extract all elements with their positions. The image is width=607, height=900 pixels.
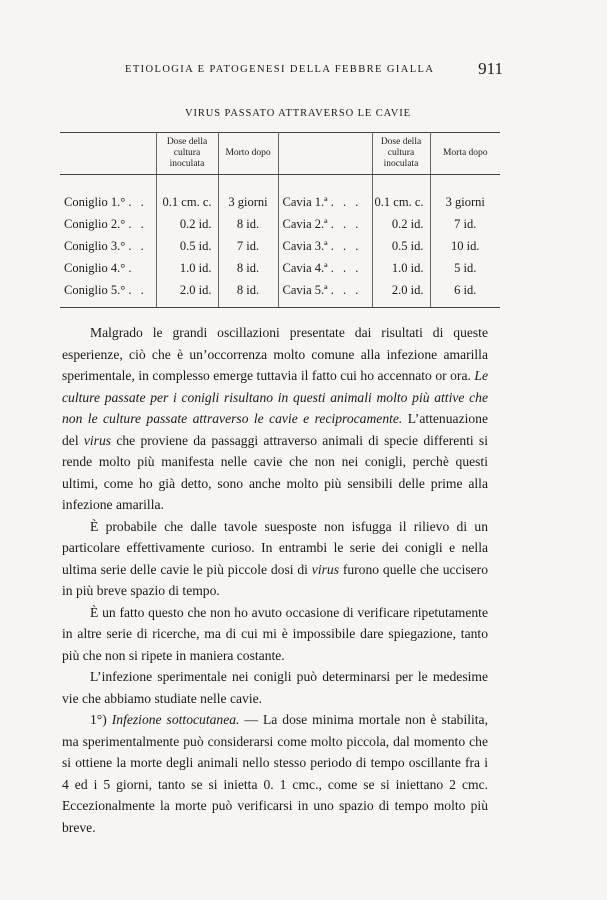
leader-dots: . . — [128, 238, 147, 253]
text-run: — La dose minima mortale non è stabilita, ma sperimentalmente può considerarsi come molto piccola, dal momento che si ottiene la morte degli animali nello stesso periodo di tempo oscillante fra i 4 ed i 5 giorni, tanto se si inietta 0. 1 cmc., come se si iniettano 2 cmc. Eccezionalmente la morte può verificarsi in uno spazio di tempo molto più breve. — [62, 712, 488, 835]
text-run: che proviene da passaggi attraverso animali di specie differenti si rende molto più manifesta nelle cavie che non nei conigli, perchè questi ultimi, come ho già detto, sono anche molto più sensibili delle prime alla infezione amarilla. — [62, 432, 488, 512]
leader-dots: . . — [128, 216, 147, 231]
leader-dots: . . — [128, 194, 147, 209]
running-title: ETIOLOGIA E PATOGENESI DELLA FEBBRE GIALLA — [125, 64, 435, 75]
rabbit-label: Coniglio 1.° — [64, 194, 126, 209]
time-cell: 8 id. — [218, 213, 278, 235]
dose-cell: 2.0 id. — [156, 279, 218, 308]
text-run: Malgrado le grandi oscillazioni presentate dai risultati di queste esperienze, ciò che è un’occorrenza molto comune alla infezione amarilla sperimentale, in complesso emerge tuttavia il fatto cui ho accennato or ora. — [62, 325, 488, 383]
leader-dots: . . . — [330, 238, 362, 253]
section-title: Infezione sottocutanea. — [111, 712, 240, 727]
time-cell: 7 id. — [218, 235, 278, 257]
guinea-pig-label: Cavia 5.ª — [282, 282, 328, 297]
page-number: 911 — [478, 59, 503, 78]
text-run: È probabile che dalle tavole suesposte non isfugga il rilievo di un particolare effettivamente curioso. In entrambi le serie dei conigli e nella ultima serie delle cavie le più piccole dosi di — [62, 518, 488, 577]
animal-cell — [278, 235, 372, 257]
animal-cell — [60, 257, 156, 279]
section-number: 1°) — [90, 712, 112, 727]
body-text — [62, 322, 488, 838]
leader-dots: . — [128, 260, 135, 275]
guinea-pig-label: Cavia 3.ª — [282, 238, 328, 253]
text-run: furono quelle che uccisero in più breve spazio di tempo. — [62, 561, 488, 598]
table-row — [60, 175, 500, 214]
paragraph-4: L’infezione sperimentale nei conigli può determinarsi per le medesime vie che abbiamo studiate nelle cavie. — [62, 669, 488, 706]
paragraph-3: È un fatto questo che non ho avuto occasione di verificare ripetutamente in altre serie di ricerche, ma di cui mi è impossibile dare spiegazione, tanto più che non si ripete in maniera costante. — [62, 604, 488, 663]
rabbit-label: Coniglio 5.° — [64, 282, 126, 297]
dose-cell: 0.1 cm. c. — [156, 175, 218, 214]
dose-cell: 0.2 id. — [156, 213, 218, 235]
dose-cell: 0.2 id. — [372, 213, 430, 235]
leader-dots: . . — [128, 282, 147, 297]
animal-cell — [278, 257, 372, 279]
results-table — [60, 132, 500, 308]
animal-cell — [60, 279, 156, 308]
paragraph-2 — [62, 516, 488, 602]
leader-dots: . . . — [330, 260, 362, 275]
dose-cell: 0.1 cm. c. — [372, 175, 430, 214]
italic-term: virus — [311, 561, 339, 577]
time-cell: 8 id. — [218, 279, 278, 308]
header-time-1: Morto dopo — [218, 133, 278, 175]
rabbit-label: Coniglio 3.° — [64, 238, 126, 253]
dose-cell: 0.5 id. — [372, 235, 430, 257]
table-row — [60, 213, 500, 235]
guinea-pig-label: Cavia 4.ª — [282, 260, 328, 275]
time-cell: 8 id. — [218, 257, 278, 279]
animal-cell — [60, 235, 156, 257]
guinea-pig-label: Cavia 1.ª — [282, 194, 328, 209]
table-header-row — [60, 133, 500, 175]
time-cell: 5 id. — [454, 260, 477, 275]
animal-cell — [60, 175, 156, 214]
animal-cell — [278, 175, 372, 214]
header-time-2: Morta dopo — [430, 133, 500, 175]
header-animal-1 — [60, 133, 156, 175]
leader-dots: . . . — [330, 194, 362, 209]
guinea-pig-label: Cavia 2.ª — [282, 216, 328, 231]
leader-dots: . . . — [330, 216, 362, 231]
header-dose-1: Dose della cultura inoculata — [156, 133, 218, 175]
dose-cell: 1.0 id. — [156, 257, 218, 279]
table-row — [60, 235, 500, 257]
italic-term: virus — [83, 432, 112, 448]
paragraph-1 — [62, 322, 488, 516]
time-cell: 6 id. — [430, 279, 500, 308]
dose-cell: 0.5 id. — [156, 235, 218, 257]
animal-cell — [278, 213, 372, 235]
time-cell: 3 giorni — [218, 175, 278, 214]
italic-text-run: Le culture passate per i conigli risultano in questi animali molto più attive che non le culture passate attraverso le cavie e reciprocamente. — [62, 368, 488, 426]
header-dose-2: Dose della cultura inoculata — [372, 133, 430, 175]
paragraph-5 — [62, 709, 488, 838]
dose-cell: 1.0 id. — [372, 257, 430, 279]
leader-dots: . . . — [330, 282, 362, 297]
time-cell: 10 id. — [451, 238, 480, 253]
table-row — [60, 257, 500, 279]
rabbit-label: Coniglio 2.° — [64, 216, 126, 231]
table-caption: VIRUS PASSATO ATTRAVERSO LE CAVIE — [185, 108, 411, 119]
animal-cell — [278, 279, 372, 308]
table-row — [60, 279, 500, 308]
text-run: L’attenuazione del — [62, 411, 489, 448]
time-cell: 3 giorni — [445, 194, 485, 209]
animal-cell — [60, 213, 156, 235]
rabbit-label: Coniglio 4.° — [64, 260, 126, 275]
time-cell: 7 id. — [454, 216, 477, 231]
header-animal-2 — [278, 133, 372, 175]
dose-cell: 2.0 id. — [372, 279, 430, 308]
